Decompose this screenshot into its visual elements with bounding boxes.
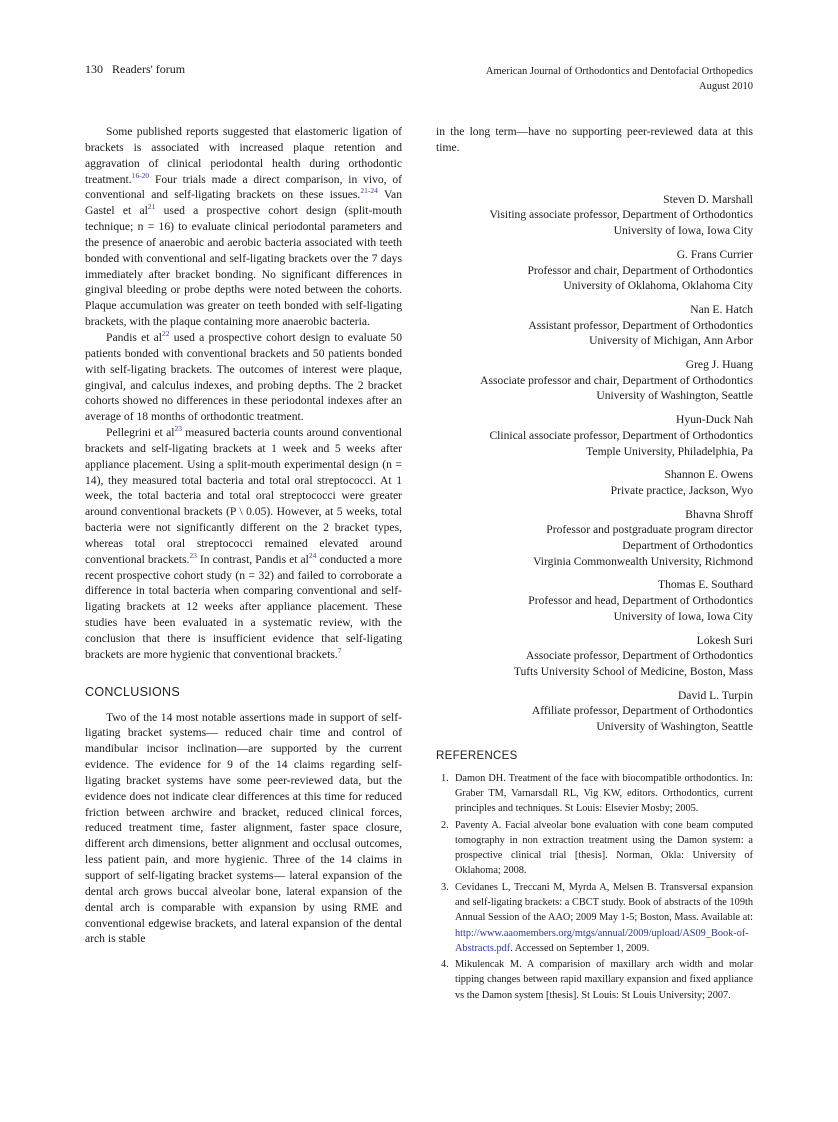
citation[interactable]: 23: [174, 424, 182, 434]
author-affiliation: University of Oklahoma, Oklahoma City: [563, 279, 753, 293]
author-affiliation: Visiting associate professor, Department of Orthodontics: [489, 208, 753, 222]
author-affiliation: Assistant professor, Department of Orthodontics: [528, 318, 753, 332]
conclusions-heading: CONCLUSIONS: [85, 684, 180, 699]
reference-item: [436, 818, 753, 879]
author-affiliation: Virginia Commonwealth University, Richmond: [533, 554, 753, 568]
author-name: Thomas E. Southard: [658, 578, 753, 592]
reference-text: Paventy A. Facial alveolar bone evaluation with cone beam computed tomography in non extraction treatment using the Damon system: a prospective clinical trial [thesis]. Norman, Okla: University of Oklahoma; 2008.: [455, 819, 753, 877]
right-column: [436, 124, 753, 1004]
citation[interactable]: 7: [337, 645, 342, 655]
paragraph-pellegrini: Pellegrini et $al^{23}$ measured bacteria counts around conventional brackets and self-ligating brackets at 1 week and 5 weeks after appliance placement. Using a split-mouth experimental design (n = 14), they measured total bacteria and total oral streptococci. At 1 week, the total bacteria and total oral streptococci were greater around conventional brackets (P \ 0.05). However, at 5 weeks, total bacteria were not significantly different on the 2 bracket types, whereas total oral streptococci remained elevated around conventional brackets.$^{23}$ In contrast, Pandis et $al^{24}$ conducted a more recent prospective cohort study (n = 32) and failed to corroborate a difference in total bacteria when comparing conventional and self-ligating brackets at 12 weeks after appliance placement. These studies have been evaluated in a systematic review, with the conclusion that there is insufficient evidence that self-ligating brackets are more hygienic that conventional brackets.$^7$: [85, 424, 403, 661]
citation[interactable]: 16-20: [131, 170, 150, 180]
paragraph-conclusions: Two of the 14 most notable assertions made in support of self-ligating bracket systems— reduced chair time and control of mandibular incisor inclination—are supported by the current evidence. The evidence for 9 of the 14 claims regarding self-ligating bracket systems have some peer-reviewed data, but the evidence does not indicate clear differences at this time for reduced friction between archwire and bracket, reduced clinical forces, reduced treatment time, faster alignment, faster space closure, different arch dimensions, better alignment and occlusal outcomes, less patient pain, and more hygienic. Three of the 14 claims in support of self-ligating bracket systems— lateral expansion of the dental arch grows buccal alveolar bone, lateral expansion of the dental arch is comparable with expansion by using RME and conventional edgewise brackets, and lateral expansion of the dental arch is stable: [85, 710, 402, 946]
paragraph-pandis: Pandis et $al^{22}$ used a prospective cohort design to evaluate 50 patients bonded with conventional brackets and 50 patients bonded with self-ligating brackets. The outcomes of interest were plaque, gingival, and calculus indexes, and probing depths. The 2 bracket cohorts showed no differences in these periodontal indexes after an average of 18 months of orthodontic treatment.: [85, 328, 402, 424]
references-heading: REFERENCES: [436, 749, 518, 762]
author-name: G. Frans Currier: [676, 247, 753, 261]
author-affiliation: Professor and postgraduate program director: [546, 523, 753, 537]
author-block: [436, 247, 753, 294]
author-name: Nan E. Hatch: [690, 302, 753, 316]
author-affiliation: University of Washington, Seattle: [596, 720, 753, 734]
section-name: Readers' forum: [112, 62, 186, 76]
author-affiliation: University of Washington, Seattle: [596, 389, 753, 403]
author-name: David L. Turpin: [677, 688, 753, 702]
author-block: [436, 507, 753, 570]
citation[interactable]: 21-24: [360, 186, 378, 196]
issue-date: August 2010: [699, 81, 753, 92]
reference-text-end: . Accessed on September 1, 2009.: [510, 942, 650, 954]
author-name: Greg J. Huang: [685, 358, 753, 372]
author-affiliation: University of Michigan, Ann Arbor: [589, 334, 753, 348]
author-name: Lokesh Suri: [696, 633, 753, 647]
reference-text: Damon DH. Treatment of the face with biocompatible orthodontics. In: Graber TM, Varnarsdall RL, Vig KW, editors. Orthodontics, current principles and techniques. St Louis: Elsevier Mosby; 2005.: [455, 772, 753, 815]
reference-number: 1.: [441, 772, 449, 784]
reference-number: 3.: [441, 881, 449, 893]
author-affiliation: University of Iowa, Iowa City: [613, 224, 753, 238]
author-block: [436, 467, 753, 498]
citation[interactable]: 21: [147, 202, 156, 212]
reference-item: [436, 880, 753, 956]
author-affiliation: Associate professor and chair, Department of Orthodontics: [480, 373, 753, 387]
reference-link[interactable]: http://www.aaomembers.org/mtgs/annual/2009/upload/AS09_Book-of-Abstracts.pdf: [455, 927, 749, 954]
citation[interactable]: 23: [189, 550, 197, 560]
reference-list: [436, 771, 753, 1003]
author-block: [436, 633, 753, 680]
author-affiliation: Department of Orthodontics: [622, 539, 753, 553]
author-name: Shannon E. Owens: [664, 468, 753, 482]
author-affiliation: Temple University, Philadelphia, Pa: [586, 444, 753, 458]
author-affiliation: Professor and chair, Department of Orthodontics: [527, 263, 753, 277]
author-block: [436, 192, 753, 239]
author-block: [436, 302, 753, 349]
page-number: 130: [85, 62, 103, 76]
paragraph-continuation: in the long term—have no supporting peer-reviewed data at this time.: [436, 125, 753, 154]
running-header-right: [486, 64, 753, 94]
author-affiliation: University of Iowa, Iowa City: [613, 609, 753, 623]
author-affiliation: Associate professor, Department of Orthodontics: [525, 649, 753, 663]
author-name: Bhavna Shroff: [685, 507, 753, 521]
author-block: [436, 357, 753, 404]
paragraph-elastomeric: Some published reports suggested that elastomeric ligation of brackets is associated with increased plaque retention and aggravation of clinical periodontal health during orthodontic treatment.$^{16-20}$ Four trials made a direct comparison, in vivo, of conventional and self-ligating brackets on these issues.$^{21-24}$ Van Gastel et $al^{21}$ used a prospective cohort design (split-mouth technique; n = 16) to evaluate clinical periodontal parameters and the presence of anaerobic and aerobic bacteria associated with teeth bonded with conventional and self-ligating brackets over the 7 days immediately after bracket bonding. No significant differences in gingival bleeding or probe depths were noted between the cohorts. Plaque accumulation was greater on teeth bonded with self-ligating brackets, with the plaque containing more anaerobic bacteria.: [85, 125, 402, 329]
author-affiliation: Professor and head, Department of Orthodontics: [528, 594, 753, 608]
running-header-left: [85, 62, 185, 77]
author-block: [436, 688, 753, 735]
reference-number: 2.: [441, 819, 449, 831]
citation[interactable]: 24: [308, 550, 317, 560]
author-affiliation: Private practice, Jackson, Wyo: [610, 483, 753, 497]
reference-number: 4.: [441, 959, 449, 971]
reference-item: [436, 771, 753, 817]
left-column: [85, 124, 402, 947]
citation[interactable]: 22: [162, 328, 170, 338]
author-block: [436, 412, 753, 459]
author-name: Steven D. Marshall: [663, 192, 753, 206]
journal-title: American Journal of Orthodontics and Dentofacial Orthopedics: [485, 66, 753, 77]
author-list: [436, 192, 753, 735]
reference-text: Cevidanes L, Treccani M, Myrda A, Melsen B. Transversal expansion and self-ligating brackets: a CBCT study. Book of abstracts of the 109th Annual Session of the AAO; 2009 May 1-5; Boston, Mass. Available at:: [455, 881, 753, 924]
author-affiliation: Clinical associate professor, Department of Orthodontics: [489, 428, 753, 442]
reference-item: [436, 957, 753, 1003]
author-affiliation: Tufts University School of Medicine, Boston, Mass: [513, 664, 753, 678]
author-block: [436, 577, 753, 624]
author-affiliation: Affiliate professor, Department of Orthodontics: [531, 704, 753, 718]
reference-text: Mikulencak M. A comparision of maxillary arch width and molar tipping changes between rapid maxillary expansion and fixed appliance vs the Damon system [thesis]. St Louis: St Louis University; 2007.: [455, 959, 753, 1001]
author-name: Hyun-Duck Nah: [676, 413, 753, 427]
